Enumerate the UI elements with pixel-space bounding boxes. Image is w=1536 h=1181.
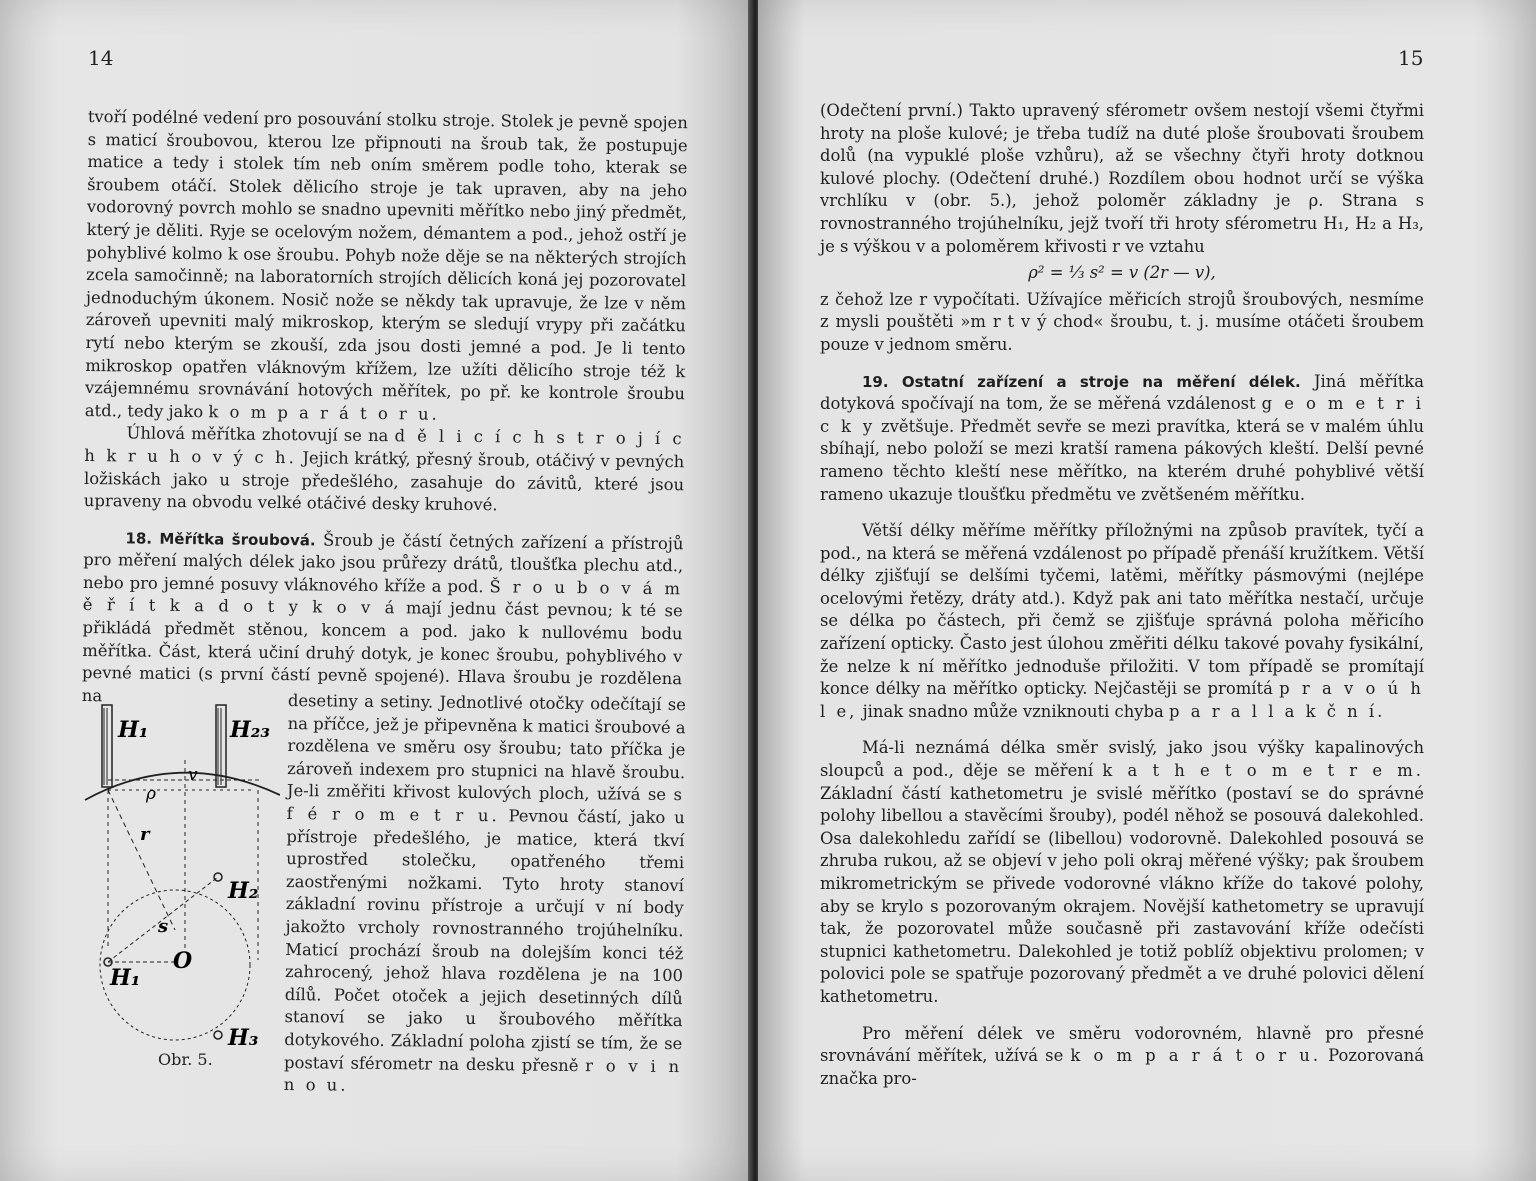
formula: ρ² = ⅓ s² = v (2r — v), — [1028, 263, 1216, 283]
spherometer-diagram — [80, 700, 280, 1075]
label-r: r — [140, 824, 150, 845]
label-h1-top: H₁ — [118, 717, 149, 743]
left-page — [0, 0, 752, 1181]
page-number-right: 15 — [1398, 46, 1424, 70]
paragraph: Úhlová měřítka zhotovují se na d ě l i c í c h s t r o j í c h k r u h o v ý c h. Jejich krátký, přesný šroub, otáčivý v pevných ložiskách jako u stroje předešlého, zasahuje do závitů, které jsou upraveny na obvodu velké otáčivé desky kruhové. — [83, 423, 685, 515]
paragraph: tvoří podélné vedení pro posouvání stolku stroje. Stolek je pevně spojen s maticí šroubovou, kterou lze připnouti na šroub tak, že postupuje matice a tedy i stolek tím neb oním směrem podle toho, kterak se šroubem otáčí. Stolek dělicího stroje je tak upraven, aby na jeho vodorovný povrch mohlo se snadno upevniti měřítko nebo jiný předmět, který je děliti. Ryje se ocelovým nožem, démantem a pod., jehož ostří je pohyblivé kolmo k ose šroubu. Pohyb nože děje se na některých strojích zcela samočinně; na laboratorních strojích dělicích koná jej pozorovatel jednoduchým úkonem. Nosič nože se někdy tak upravuje, že lze v něm zároveň upevniti malý mikroskop, kterým se sledují vrypy při začátku rytí nebo kterým se zkouší, zda jsou dosti jemné a pod. Je li tento mikroskop opatřen vláknovým křížem, lze užíti dělicího stroje též k vzájemnému srovnávání hotových měřítek, po př. ke kontrole šroubu atd., tedy jako k o m p a r á t o r u. — [84, 106, 688, 424]
left-page-text — [82, 106, 688, 714]
page-number-left: 14 — [88, 46, 114, 70]
label-rho: ρ — [146, 784, 156, 804]
section-heading: 18. Měřítka šroubová. — [125, 529, 316, 550]
label-h1: H₁ — [110, 965, 141, 991]
paragraph: Má-li neznámá délka směr svislý, jako jsou výšky kapalinových sloupců a pod., děje se měření k a t h e t o m e t r e m. Základní částí kathetometru je svislé měřítko (postaví se do správné polohy libellou a stavěcími šrouby), podél něhož se posouvá dalekohled. Osa dalekohledu zařídí se (libellou) vodorovně. Dalekohled posouvá se zhruba rukou, až se objeví v jeho poli okraj měřené výšky; pak šroubem mikrometrickým se přivede vodorovné vlákno kříže do takové polohy, aby se krylo s pozorovaným okrajem. Novější kathetometry se upravují tak, že pozorovatel může současně při zastavování kříže odečísti stupnici kathetometru. Dalekohled je totiž poblíž objektivu prolomen; v polovici pole se spatřuje pozorovaný předmět a ve druhé polovici dělení kathetometru. — [820, 738, 1425, 1006]
paragraph: Větší délky měříme měřítky příložnými na způsob pravítek, tyčí a pod., na která se měřená vzdálenost po případě přenáší kružítkem. Větší délky zjišťují se delšími tyčemi, latěmi, měřítky pásmovými (nejlépe ocelovými řetězy, dráty atd.). Když pak ani tato měřítka nestačí, určuje se délka po částech, při čemž se zjišťuje správná poloha měřicího zařízení opticky. Často jest úlohou změřiti délku takové povahy fysikální, že nelze k ní měřítko jednoduše přiložiti. V tom případě se promítají konce délky na měřítko opticky. Nejčastěji se promítá p r a v o ú h l e, jinak snadno může vzniknouti chyba p a r a l l a k č n í. — [820, 521, 1424, 721]
label-o: O — [173, 948, 193, 974]
section-heading: 19. Ostatní zařízení a stroje na měření délek. — [862, 372, 1301, 391]
left-page-wrapped-text: desetiny a setiny. Jednotlivé otočky odečítají se na příčce, jež je připevněna k matici šroubové a rozdělena ve směru osy šroubu; tato příčka je zároveň indexem pro stupnici na hlavě šroubu. Je-li změřiti křivost kulových ploch, užívá se s f é r o m e t r u. Pevnou částí, jako u přístroje předešlého, je matice, která tkví uprostřed stolečku, opatřeného třemi zaostřenými nožkami. Tyto hroty stanoví základní rovinu přístroje a určují v ní body jakožto vrcholy rovnostranného trojúhelníku. Maticí prochází šroub na dolejším konci též zahrocený, jehož hlava rozdělena je na 100 dílů. Počet otoček a jejich desetinných dílů stanoví se jako u šroubového měřítka dotykového. Základní poloha zjistí se tím, že se postaví sférometr na desku přesně r o v i n n o u. — [283, 690, 686, 1095]
figure-caption: Obr. 5. — [158, 1050, 213, 1069]
label-v: v — [188, 765, 198, 785]
label-h23-top: H₂₃ — [230, 717, 271, 743]
paragraph: Pro měření délek ve směru vodorovném, hlavně pro přesné srovnávání měřítek, užívá se k o m p a r á t o r u. Pozorovaná značka pro- — [820, 1023, 1424, 1088]
right-page — [758, 0, 1536, 1181]
paragraph: z čehož lze r vypočítati. Užívajíce měřicích strojů šroubových, nesmíme z mysli pouštěti »m r t v ý chod« šroubu, t. j. musíme otáčeti šroubem pouze v jednom směru. — [820, 289, 1424, 354]
label-s: s — [158, 916, 169, 937]
paragraph: 18. Měřítka šroubová. Šroub je částí četných zařízení a přístrojů pro měření malých délek jako jsou průřezy drátů, tloušťka plechu atd., nebo pro jemné posuvy vláknového kříže a pod. Š r o u b o v á m ě ř í t k a d o t y k o v á mají jednu část pevnou; k té se přikládá předmět stěnou, koncem a pod. jako k nullovému bodu měřítka. Část, která učiní druhý dotyk, je konec šroubu, pohyblivého v pevné matici (s první částí pevně spojené). Hlava šroubu je rozdělena na — [81, 529, 684, 706]
paragraph: (Odečtení první.) Takto upravený sférometr ovšem nestojí všemi čtyřmi hroty na ploše kulové; je třeba tudíž na duté ploše šroubovati šroubem dolů (na vypuklé ploše vzhůru), až se všechny čtyři hroty dotknou kulové plochy. (Odečtení druhé.) Rozdílem obou hodnot určí se výška vrchlíku v (obr. 5.), jehož poloměr základny je ρ. Strana s rovnostranného trojúhelníku, jejž tvoří tři hroty sférometru H₁, H₂ a H₃, je s výškou v a poloměrem křivosti r ve vztahu — [820, 101, 1424, 256]
paragraph: 19. Ostatní zařízení a stroje na měření délek. Jiná měřítka dotyková spočívají na tom, že se měřená vzdálenost g e o m e t r i c k y zvětšuje. Předmět sevře se mezi pravítka, která se v malém úhlu sbíhají, nebo položí se mezi kratší ramena pákových kleští. Delší pevné rameno těchto kleští nese měřítko, na kterém druhé pohyblivé větší rameno ukazuje tloušťku předmětu ve zvětšeném měřítku. — [820, 371, 1425, 504]
label-h3: H₃ — [228, 1025, 259, 1051]
right-page-text — [820, 100, 1424, 1090]
label-h2: H₂ — [228, 878, 259, 904]
